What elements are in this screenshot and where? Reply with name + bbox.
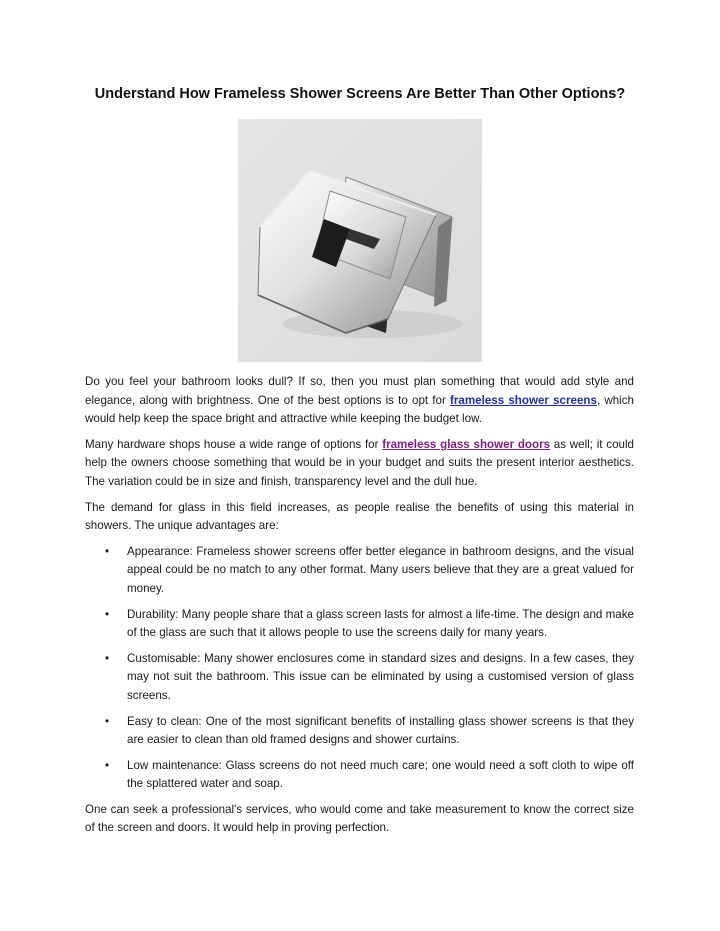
shower-hinge-icon: [238, 119, 482, 362]
list-item-text: Customisable: Many shower enclosures come in standard sizes and designs. In a few cases, they may not suit the bathroom. This issue can be eliminated by using a customised version of glass screens.: [127, 651, 634, 702]
bullet-icon: •: [105, 651, 110, 665]
list-item-text: Appearance: Frameless shower screens offer better elegance in bathroom designs, and the visual appeal could be no match to any other format. Many users believe that they are a great valued for money.: [127, 544, 634, 595]
hardware-text-end: as well; it could help the owners choose something that would be in your budget and suits the present interior aesthetics. The variation could be in size and finish, transparency level and the dull hue.: [85, 437, 634, 488]
bullet-icon: •: [105, 607, 110, 621]
intro-text: Do you feel your bathroom looks dull? If so, then you must plan something that would add style and elegance, along with brightness. One of the best options is to opt for: [85, 375, 634, 407]
page-title: Understand How Frameless Shower Screens Are Better Than Other Options?: [94, 86, 626, 102]
list-item: [85, 606, 634, 643]
paragraph-hardware: [85, 436, 634, 492]
bullet-icon: •: [105, 758, 110, 772]
paragraph-demand: The demand for glass in this field increases, as people realise the benefits of using this material in showers. The unique advantages are:: [85, 500, 634, 533]
list-item-text: Durability: Many people share that a glass screen lasts for almost a life-time. The design and make of the glass are such that it allows people to use the screens daily for many years.: [127, 607, 634, 640]
frameless-glass-shower-doors-link[interactable]: frameless glass shower doors: [382, 437, 551, 451]
list-item: [85, 543, 634, 599]
list-item-text: Low maintenance: Glass screens do not need much care; one would need a soft cloth to wipe off the splattered water and soap.: [127, 758, 634, 791]
hardware-text: Many hardware shops house a wide range of options for: [85, 437, 383, 451]
frameless-shower-screens-link[interactable]: frameless shower screens: [450, 393, 597, 407]
bullet-icon: •: [105, 544, 110, 558]
list-item: [85, 757, 634, 794]
list-item-text: Easy to clean: One of the most significant benefits of installing glass shower screens is that they are easier to clean than old framed designs and shower curtains.: [127, 714, 634, 747]
paragraph-closing: One can seek a professional's services, who would come and take measurement to know the correct size of the screen and doors. It would help in proving perfection.: [85, 802, 634, 835]
intro-text-end: , which would help keep the space bright and attractive while keeping the budget low.: [85, 393, 634, 426]
list-item: [85, 713, 634, 750]
shower-hinge-photo: [238, 119, 482, 362]
paragraph-intro: [85, 373, 634, 429]
advantages-list: [85, 543, 634, 794]
article-body: [85, 373, 634, 845]
list-item: [85, 650, 634, 706]
bullet-icon: •: [105, 714, 110, 728]
